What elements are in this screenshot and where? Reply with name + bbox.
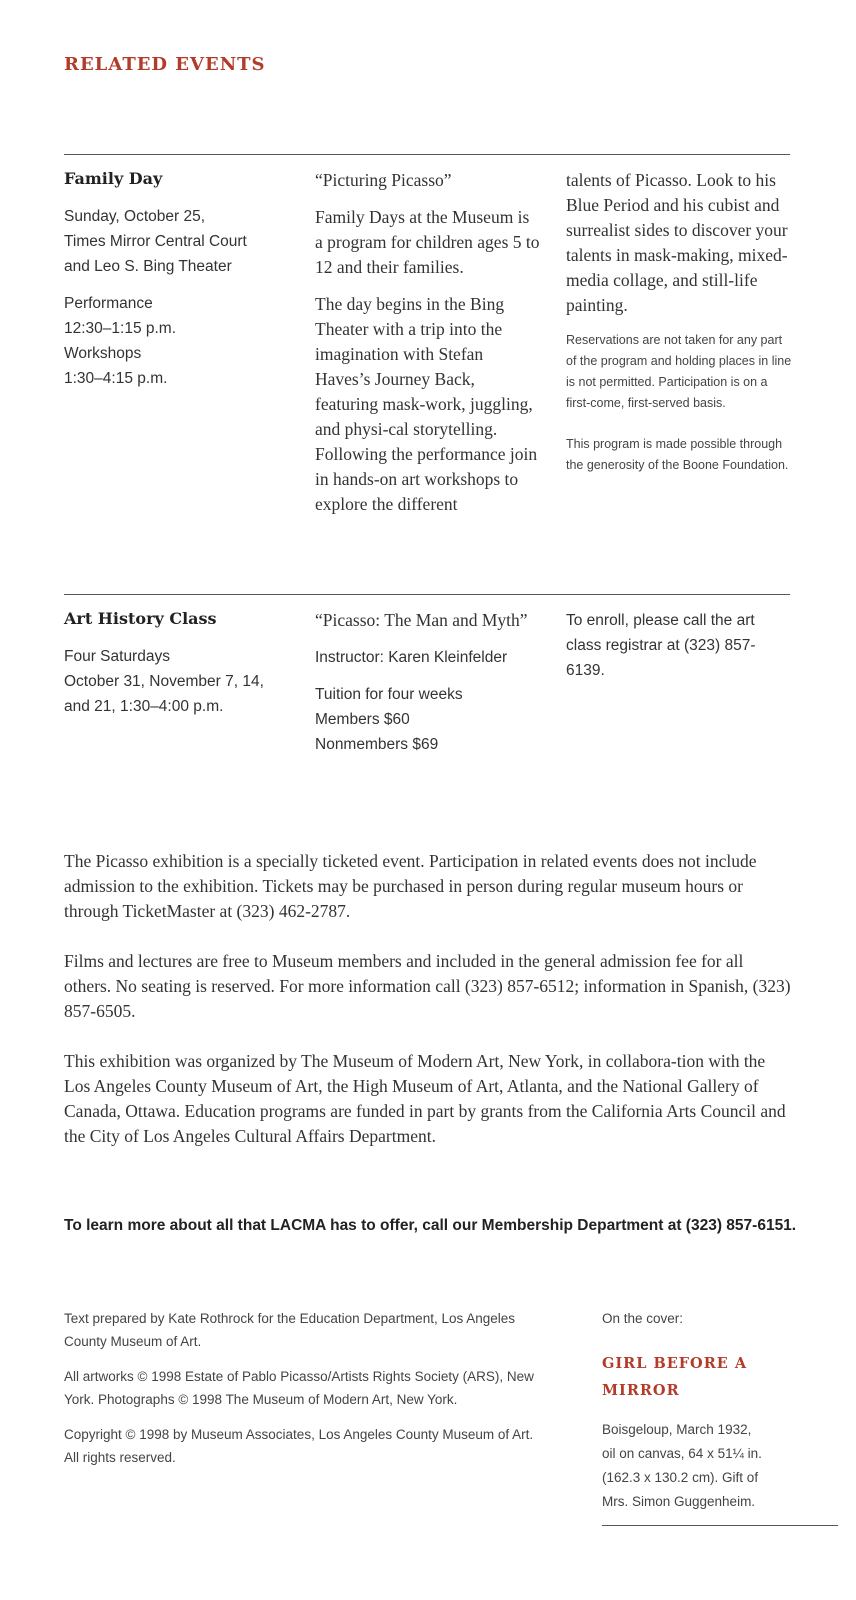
- description-paragraph: The day begins in the Bing Theater with a trip into the imagination with Stefan Haves’s Journey Back, featuring mask-work, juggling, and physi-cal storytelling. Following the performance join in hands-on art workshops to explore the different: [315, 294, 538, 514]
- event-description: [315, 608, 540, 769]
- date-line: Four Saturdays: [64, 648, 170, 665]
- event-description-continued: [566, 168, 794, 496]
- credit-text: Text prepared by Kate Rothrock for the Education Department, Los Angeles County Museum of Art.: [64, 1311, 516, 1349]
- caption-line: Boisgeloup, March 1932,: [602, 1422, 752, 1437]
- schedule-line: Workshops: [64, 345, 142, 362]
- divider: [64, 154, 790, 155]
- divider: [64, 594, 790, 595]
- cover-intro: On the cover:: [602, 1311, 684, 1326]
- cover-info: [602, 1307, 838, 1514]
- event-title: Family Day: [64, 169, 163, 188]
- caption-line: oil on canvas, 64 x 51¼ in.: [602, 1446, 762, 1461]
- date-line: and 21, 1:30–4:00 p.m.: [64, 698, 224, 715]
- event-description: [315, 168, 540, 529]
- schedule-line: 12:30–1:15 p.m.: [64, 320, 177, 337]
- cover-title-line: GIRL BEFORE A: [602, 1355, 748, 1372]
- membership-cta: To learn more about all that LACMA has to offer, call our Membership Department at (323) 857-6151.: [64, 1217, 797, 1234]
- cover-caption: [602, 1418, 838, 1514]
- event-subtitle: “Picturing Picasso”: [315, 170, 452, 190]
- section-title: RELATED EVENTS: [64, 54, 266, 75]
- description-paragraph: talents of Picasso. Look to his Blue Period and his cubist and surrealist sides to discover your talents in mask-making, mixed-media collage, and still-life painting.: [566, 170, 788, 315]
- cover-title-line: MIRROR: [602, 1382, 680, 1399]
- date-line: Sunday, October 25,: [64, 208, 206, 225]
- description-paragraph: Family Days at the Museum is a program for children ages 5 to 12 and their families.: [315, 207, 540, 277]
- caption-line: Mrs. Simon Guggenheim.: [602, 1494, 756, 1509]
- credits: [64, 1307, 544, 1481]
- date-line: and Leo S. Bing Theater: [64, 258, 232, 275]
- tuition: [315, 682, 540, 757]
- event-schedule: [64, 291, 304, 391]
- organizer-paragraph: This exhibition was organized by The Museum of Modern Art, New York, in collabora-tion with the Los Angeles County Museum of Art, the High Museum of Art, Atlanta, and the National Gallery of Canada, Ottawa. Education programs are funded in part by grants from the California Arts Council and the City of Los Angeles Cultural Affairs Department.: [64, 1051, 786, 1146]
- tuition-line: Members $60: [315, 711, 410, 728]
- cover-artwork-title: [602, 1350, 838, 1404]
- date-line: Times Mirror Central Court: [64, 233, 247, 250]
- instructor: [315, 645, 540, 670]
- reservation-note: Reservations are not taken for any part of the program and holding places in line is not permitted. Participation is on a first-come, first-served basis.: [566, 333, 792, 410]
- credit-text: Copyright © 1998 by Museum Associates, Los Angeles County Museum of Art. All rights reserved.: [64, 1427, 534, 1465]
- event-subtitle: “Picasso: The Man and Myth”: [315, 610, 528, 630]
- ticket-info-paragraph: The Picasso exhibition is a specially ticketed event. Participation in related events does not include admission to the exhibition. Tickets may be purchased in person during regular museum hours or through TicketMaster at (323) 462-2787.: [64, 851, 757, 921]
- caption-line: (162.3 x 130.2 cm). Gift of: [602, 1470, 759, 1485]
- date-line: October 31, November 7, 14,: [64, 673, 264, 690]
- tuition-line: Tuition for four weeks: [315, 686, 463, 703]
- enroll-text: To enroll, please call the art class registrar at (323) 857-6139.: [566, 612, 756, 679]
- sponsor-note: This program is made possible through the generosity of the Boone Foundation.: [566, 437, 789, 472]
- event-date: [64, 644, 304, 719]
- event-details: [64, 608, 304, 731]
- divider: [602, 1525, 838, 1526]
- event-details: [64, 168, 304, 403]
- schedule-line: 1:30–4:15 p.m.: [64, 370, 168, 387]
- schedule-line: Performance: [64, 295, 153, 312]
- enroll-info: [566, 608, 794, 683]
- instructor-line: Instructor: Karen Kleinfelder: [315, 649, 508, 666]
- tuition-line: Nonmembers $69: [315, 736, 439, 753]
- films-info-paragraph: Films and lectures are free to Museum members and included in the general admission fee for all others. No seating is reserved. For more information call (323) 857-6512; information in Spanish, (323) 857-6505.: [64, 951, 791, 1021]
- event-date: [64, 204, 304, 279]
- event-title: Art History Class: [64, 609, 217, 628]
- credit-text: All artworks © 1998 Estate of Pablo Picasso/Artists Rights Society (ARS), New York. Photographs © 1998 The Museum of Modern Art, New York.: [64, 1369, 534, 1407]
